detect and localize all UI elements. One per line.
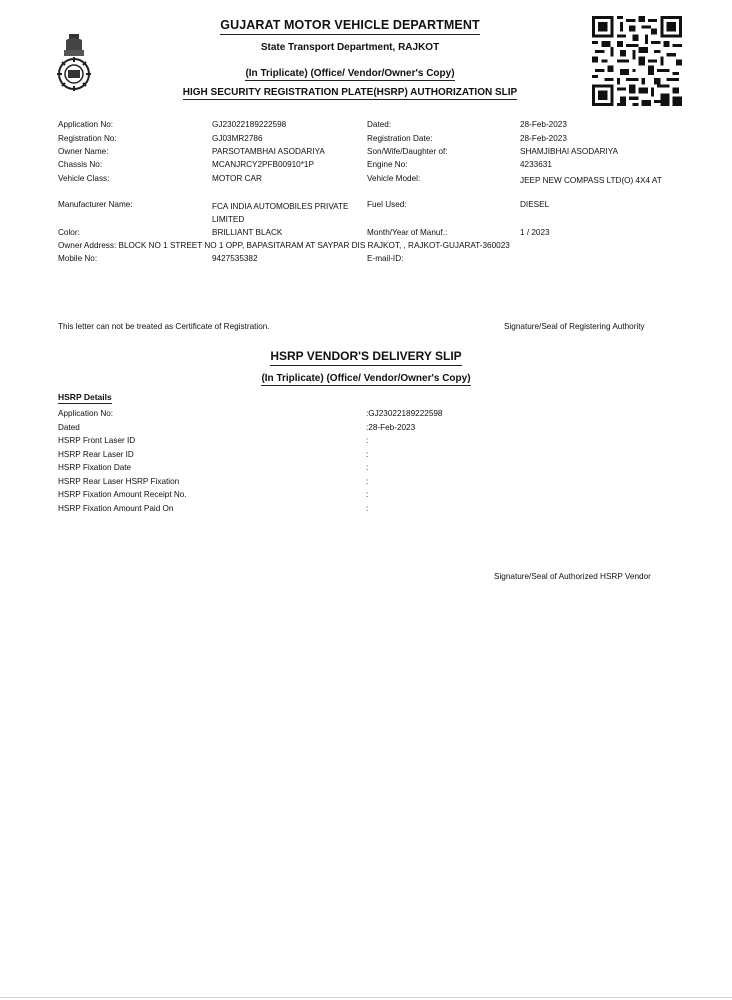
hsrp-row-label: HSRP Fixation Date	[58, 463, 132, 472]
color-label: Color:	[58, 228, 80, 237]
engine-no-label: Engine No:	[367, 160, 408, 169]
application-no-label: Application No:	[58, 120, 114, 129]
hsrp-row-label: HSRP Rear Laser ID	[58, 450, 134, 459]
mobile-value: 9427535382	[212, 254, 258, 263]
vehicle-class-label: Vehicle Class:	[58, 174, 110, 183]
mobile-label: Mobile No:	[58, 254, 98, 263]
relation-value: SHAMJIBHAI ASODARIYA	[520, 147, 619, 156]
manuf-value: 1 / 2023	[520, 228, 550, 237]
owner-name-label: Owner Name:	[58, 147, 109, 156]
hsrp-row-label: HSRP Fixation Amount Receipt No.	[58, 490, 187, 499]
email-label: E-mail-ID:	[367, 254, 404, 263]
registration-date-label: Registration Date:	[367, 134, 433, 143]
color-value: BRILLIANT BLACK	[212, 228, 283, 237]
vehicle-model-label: Vehicle Model:	[367, 174, 421, 183]
hsrp-row-value: :	[366, 463, 369, 472]
hsrp-row-value: :GJ23022189222598	[366, 409, 443, 418]
hsrp-row-value: :28-Feb-2023	[366, 423, 416, 432]
hsrp-row-label: HSRP Front Laser ID	[58, 436, 136, 445]
application-no-value: GJ23022189222598	[212, 120, 287, 129]
vehicle-model-value: JEEP NEW COMPASS LTD(O) 4X4 AT	[520, 176, 662, 185]
fuel-label: Fuel Used:	[367, 200, 407, 209]
hsrp-row-value: :	[366, 477, 369, 486]
hsrp-row-value: :	[366, 450, 369, 459]
dated-value: 28-Feb-2023	[520, 120, 567, 129]
hsrp-row-label: Application No:	[58, 409, 114, 418]
slip-title: HIGH SECURITY REGISTRATION PLATE(HSRP) AUTHORIZATION SLIP	[182, 87, 518, 98]
relation-label: Son/Wife/Daughter of:	[367, 147, 448, 156]
owner-address: Owner Address: BLOCK NO 1 STREET NO 1 OPP, BAPASITARAM AT SAYPAR DIS RAJKOT, , RAJKOT-GUJARAT-360023	[58, 241, 510, 250]
owner-name-value: PARSOTAMBHAI ASODARIYA	[212, 147, 325, 156]
hsrp-row-label: Dated	[58, 423, 80, 432]
registration-no-value: GJ03MR2786	[212, 134, 263, 143]
office-subtitle: State Transport Department, RAJKOT	[260, 42, 440, 53]
page-edge-divider	[0, 997, 732, 998]
registration-date-value: 28-Feb-2023	[520, 134, 567, 143]
vehicle-class-value: MOTOR CAR	[212, 174, 262, 183]
engine-no-value: 4233631	[520, 160, 552, 169]
manuf-label: Month/Year of Manuf.:	[367, 228, 448, 237]
delivery-slip-title: HSRP VENDOR'S DELIVERY SLIP	[0, 349, 732, 366]
state-emblem-icon	[52, 30, 96, 92]
hsrp-row-value: :	[366, 504, 369, 513]
fuel-value: DIESEL	[520, 200, 550, 209]
hsrp-vendor-signature: Signature/Seal of Authorized HSRP Vendor	[494, 572, 651, 581]
copy-note: (In Triplicate) (Office/ Vendor/Owner's Copy)	[245, 68, 455, 79]
hsrp-row-label: HSRP Rear Laser HSRP Fixation	[58, 477, 180, 486]
registration-no-label: Registration No:	[58, 134, 117, 143]
registering-authority-signature: Signature/Seal of Registering Authority	[504, 322, 645, 331]
hsrp-row-value: :	[366, 436, 369, 445]
chassis-no-value: MCANJRCY2PFB00910*1P	[212, 160, 314, 169]
department-title: GUJARAT MOTOR VEHICLE DEPARTMENT	[0, 18, 700, 35]
hsrp-row-label: HSRP Fixation Amount Paid On	[58, 504, 174, 513]
manufacturer-label: Manufacturer Name:	[58, 200, 133, 209]
dated-label: Dated:	[367, 120, 392, 129]
hsrp-row-value: :	[366, 490, 369, 499]
manufacturer-value: FCA INDIA AUTOMOBILES PRIVATE LIMITED	[212, 202, 349, 224]
delivery-copy-note: (In Triplicate) (Office/ Vendor/Owner's Copy)	[261, 373, 471, 384]
certificate-note: This letter can not be treated as Certificate of Registration.	[58, 322, 270, 331]
hsrp-details-heading: HSRP Details	[58, 392, 112, 402]
chassis-no-label: Chassis No:	[58, 160, 103, 169]
